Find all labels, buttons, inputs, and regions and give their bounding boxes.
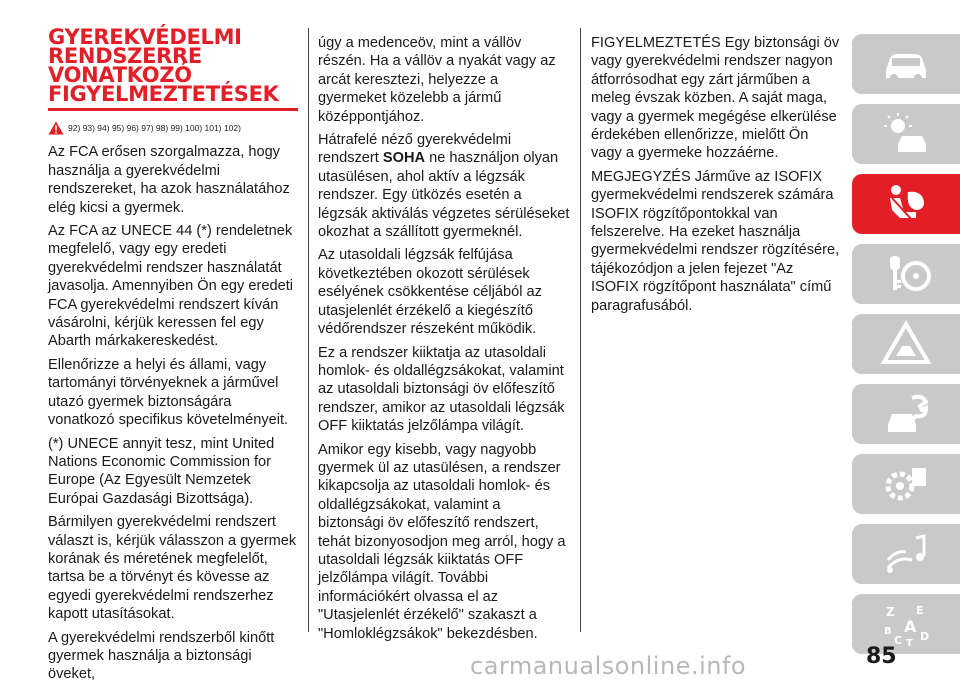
tab-technical-data[interactable] [852,454,960,514]
paragraph: Az FCA erősen szorgalmazza, hogy használja a gyerekvédelmi rendszereket, ha azok használatához elég kicsi a gyermek. [48,144,290,216]
tab-maintenance[interactable] [852,384,960,444]
column-1 [48,25,300,689]
index-letter: A [904,617,917,636]
paragraph: FIGYELMEZTETÉS Egy biztonsági öv vagy gyerekvédelmi rendszer nagyon átforrósodhat egy zárt járműben a meleg évszak közben. A saját maga, vagy a gyermek megégése elkerülése érdekében ellenőrizze, mielőtt Ön vagy a gyermeke hozzáérne. [591,35,840,162]
paragraph: (*) UNECE annyit tesz, mint United Nations Economic Commission for Europe (Az Egyesült Nemzetek Európai Gazdasági Bizottsága). [48,435,275,507]
index-letter: Z [886,605,895,619]
column-3 [591,34,843,320]
column-divider [308,28,309,632]
column-divider [580,28,581,632]
emphasis-never: SOHA [382,150,426,167]
title-underline [48,108,298,111]
paragraph: Bármilyen gyerekvédelmi rendszert választ is, kérjük válasszon a gyermek korának és méretének megfelelőt, tartsa be a törvényt és kövesse az egyedi gyerekvédelmi rendszerhez kapott utasításokat. [48,514,297,623]
watermark: carmanualsonline.info [470,652,747,680]
paragraph: Az FCA az UNECE 44 (*) rendeletnek megfelelő, vagy egy eredeti gyerekvédelmi rendszer használatát javasolja. Amennyiben Ön egy eredeti FCA gyerekvédelmi rendszert kíván vásárolni, kérjük keressen fel egy Abarth márkakereskedést. [48,223,294,350]
dashboard-lights-icon [878,110,934,158]
paragraph: Amikor egy kisebb, vagy nagyobb gyermek ül az utasülésen, a rendszer kikapcsolja az utasoldali homlok- és oldallégzsákokat, valamint a biztonsági öv előfeszítő rendszert, tehát bizonyosodjon meg arról, hogy a utasoldali légzsák kiiktatás OFF jelzőlámpa világít. További információkért olvassa el az "Utasjelenlét érzékelő" szakaszt a "Homloklégzsákok" bekezdésben. [318,441,566,642]
paragraph: Ez a rendszer kiiktatja az utasoldali homlok- és oldallégzsákokat, valamint az utasoldali biztonsági öv előfeszítő rendszer, amikor az utasoldali légzsák OFF kiiktatás jelzőlámpa világít. [318,344,565,435]
section-title: GYEREKVÉDELMI RENDSZERRE VONATKOZÓ FIGYELMEZTETÉSEK [48,25,279,106]
tab-starting-driving[interactable] [852,244,960,304]
index-letter: E [916,604,924,617]
reference-numbers: 92) 93) 94) 95) 96) 97) 98) 99) 100) 101) 102) [68,123,241,133]
tab-emergency[interactable] [852,314,960,374]
warning-triangle-icon [48,121,64,135]
index-letter: C [894,634,903,647]
chapter-tabs [852,34,960,664]
index-letter: D [920,630,930,643]
index-letter: B [884,626,892,637]
page-number: 85 [866,644,897,669]
paragraph: Hátrafelé néző gyerekvédelmi rendszert SOHA ne használjon olyan utasülésen, ahol aktív a légzsák rendszer. Egy ütközés esetén a légzsák aktiválás végzetes sérüléseket okozhat a szállított gyermeknél. [318,132,570,241]
warning-road-icon [878,320,934,368]
index-letter: T [906,638,913,648]
airbag-icon [878,180,934,228]
index-letters-icon [878,600,934,648]
paragraph: A gyerekvédelmi rendszerből kinőtt gyermek használja a biztonsági öveket, [48,629,275,683]
paragraph: úgy a medenceöv, mint a vállöv részén. Ha a vállöv a nyakát vagy az arcát keresztezi, helyezze a gyermeket közelebb a jármű középpontjához. [318,35,556,125]
media-icon [878,530,934,578]
tab-car[interactable] [852,34,960,94]
technical-data-icon [878,460,934,508]
car-icon [878,40,934,88]
paragraph: Az utasoldali légzsák felfújása következtében okozott sérülések esélyének csökkentése céljából az utasjelenlét érzékelő a kiegészítő védőrendszer részeként működik. [318,247,542,338]
tab-safety[interactable] [852,174,960,234]
column-2 [318,34,570,648]
warning-references [48,119,300,137]
tab-dashboard-lights[interactable] [852,104,960,164]
tab-multimedia[interactable] [852,524,960,584]
key-icon [878,250,934,298]
wrench-car-icon [878,390,934,438]
paragraph: MEGJEGYZÉS Járműve az ISOFIX gyermekvédelmi rendszerek számára ISOFIX rögzítőpontokkal van felszerelve. Ha ezeket használja gyermekvédelmi rendszer rögzítésére, tájékozódjon a jelen fejezet "Az ISOFIX rögzítőpont használata" című paragrafusából. [591,168,840,314]
paragraph: Ellenőrizze a helyi és állami, vagy tartományi törvényeknek a járművel utazó gyermek biztonságára vonatkozó specifikus követelményeit. [48,356,289,429]
